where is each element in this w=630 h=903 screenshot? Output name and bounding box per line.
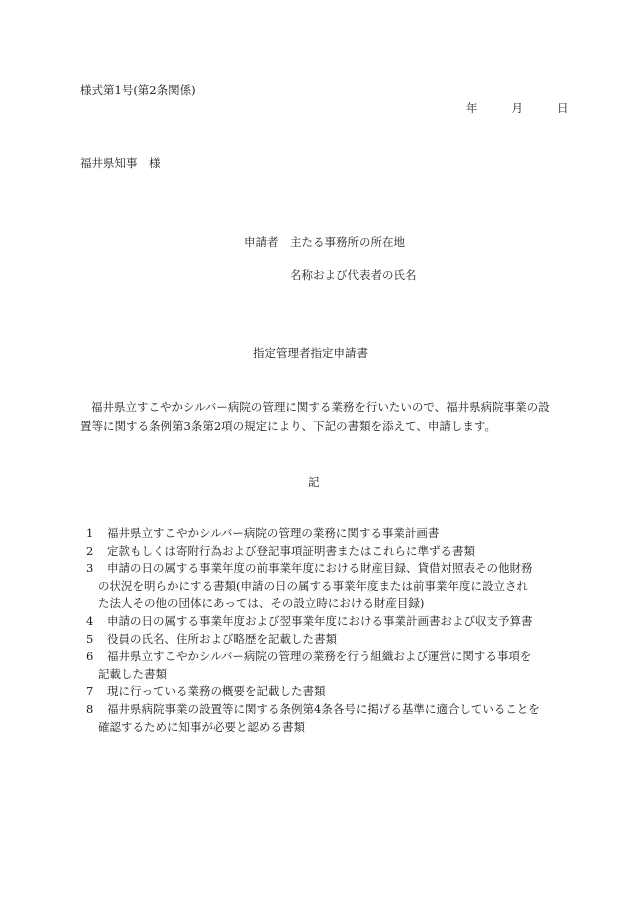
item-number: 5 — [86, 631, 94, 646]
list-item — [86, 613, 554, 631]
applicant-address-label: 申請者 主たる事務所の所在地 — [244, 235, 405, 249]
date-year: 年 — [466, 101, 478, 115]
item-text: 申請の日の属する事業年度および翌事業年度における事業計画書および収支予算書 — [107, 613, 533, 628]
item-text: 役員の氏名、住所および略歴を記載した書類 — [107, 631, 337, 646]
item-text: 定款もしくは寄附行為および登記事項証明書またはこれらに準ずる書類 — [107, 543, 475, 558]
item-text-continuation: た法人その他の団体にあっては、その設立時における財産目録) — [98, 596, 425, 611]
form-number: 様式第1号(第2条関係) — [80, 83, 196, 97]
item-number: 8 — [86, 701, 94, 716]
addressee: 福井県知事 様 — [80, 156, 161, 170]
applicant-name-label: 名称および代表者の氏名 — [290, 268, 417, 282]
list-item — [86, 648, 554, 683]
list-item — [86, 631, 554, 649]
ki-heading: 記 — [308, 475, 320, 489]
item-text: 現に行っている業務の概要を記載した書類 — [107, 684, 326, 699]
body-paragraph: 福井県立すこやかシルバー病院の管理に関する業務を行いたいので、福井県病院事業の設置等に関する条例第3条第2項の規定により、下記の書類を添えて、申請します。 — [80, 400, 550, 433]
item-text: 福井県病院事業の設置等に関する条例第4条各号に掲げる基準に適合していることを — [107, 701, 540, 716]
item-number: 7 — [86, 684, 94, 699]
list-item — [86, 543, 554, 561]
list-item — [86, 701, 554, 736]
item-text: 福井県立すこやかシルバー病院の管理の業務に関する事業計画書 — [107, 526, 440, 540]
list-item — [86, 560, 554, 613]
item-number: 2 — [86, 543, 94, 558]
date-month: 月 — [511, 101, 523, 115]
item-text-continuation: の状況を明らかにする書類(申請の日の属する事業年度または前事業年度に設立され — [98, 578, 528, 593]
item-text-continuation: 確認するために知事が必要と認める書類 — [98, 719, 305, 734]
list-item — [86, 683, 554, 701]
item-text: 福井県立すこやかシルバー病院の管理の業務を行う組織および運営に関する事項を — [107, 649, 532, 664]
item-number: 3 — [86, 561, 94, 576]
date-day: 日 — [557, 101, 569, 115]
item-number: 1 — [86, 526, 94, 540]
date-line — [466, 100, 569, 116]
item-number: 4 — [86, 613, 94, 628]
item-number: 6 — [86, 649, 94, 664]
list-item — [86, 525, 554, 543]
document-title: 指定管理者指定申請書 — [253, 346, 368, 360]
attachment-list — [86, 525, 554, 736]
item-text-continuation: 記載した書類 — [98, 666, 167, 681]
item-text: 申請の日の属する事業年度の前事業年度における財産目録、貸借対照表その他財務 — [107, 561, 533, 576]
